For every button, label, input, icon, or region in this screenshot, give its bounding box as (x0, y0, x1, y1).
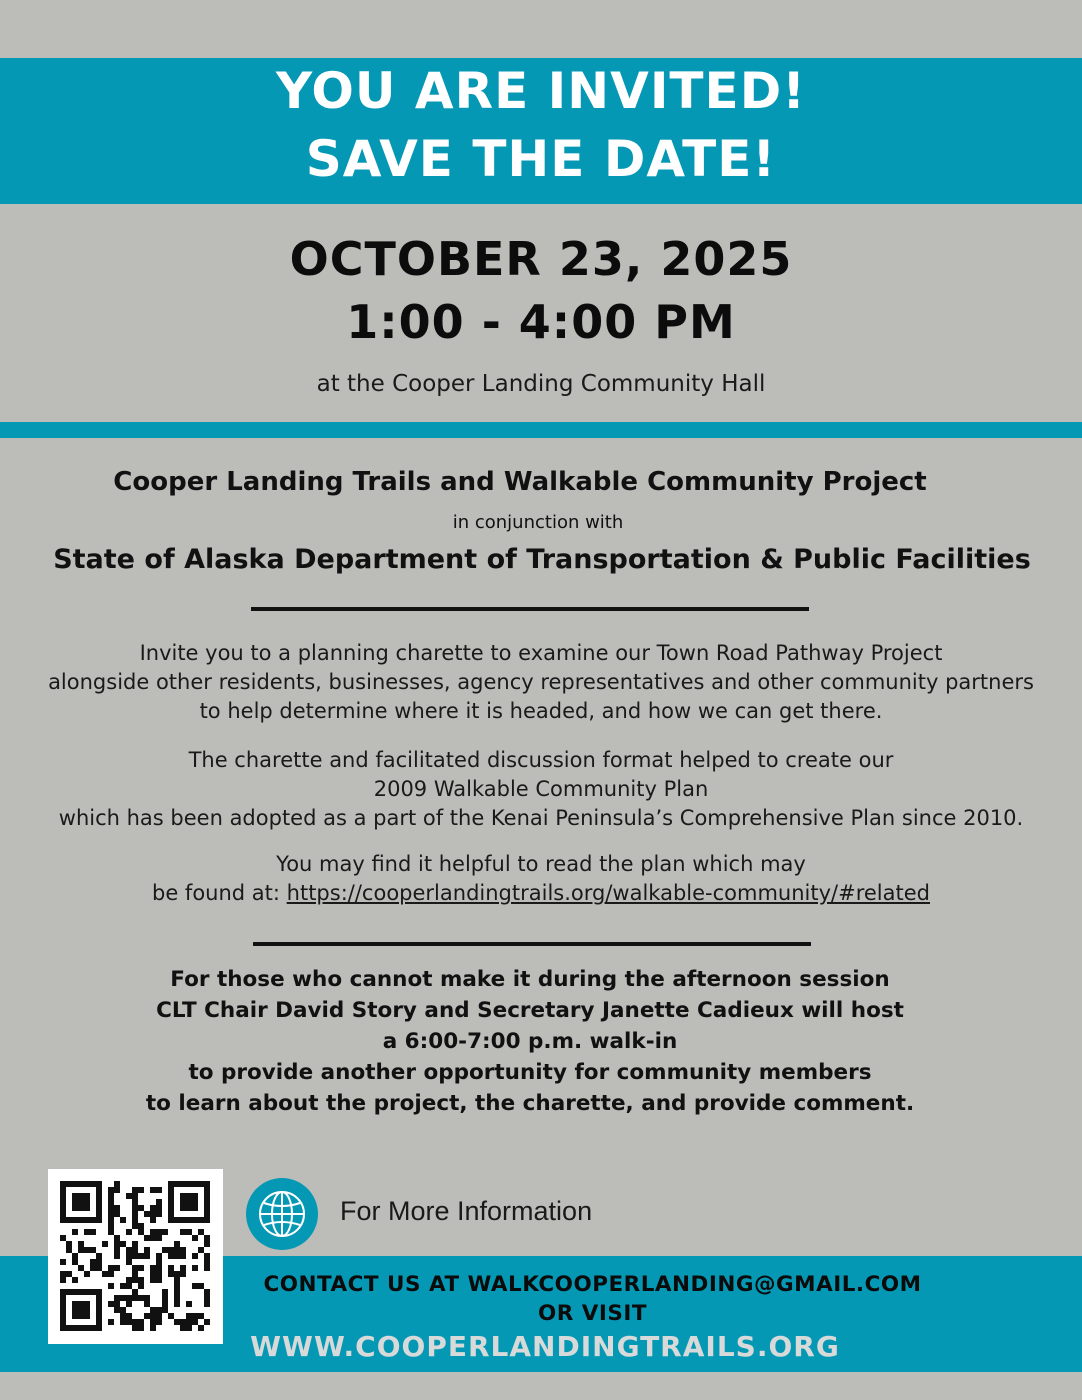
divider-rule (253, 942, 811, 946)
or-visit-text: OR VISIT (537, 1301, 648, 1326)
walkin-line: CLT Chair David Story and Secretary Janette Cadieux will host (156, 998, 904, 1023)
invite-line: to help determine where it is headed, and how we can get there. (199, 699, 883, 723)
history-line: which has been adopted as a part of the Kenai Peninsula’s Comprehensive Plan since 2010. (58, 806, 1024, 830)
organizer-title: Cooper Landing Trails and Walkable Community Project (113, 467, 927, 497)
history-line: The charette and facilitated discussion format helped to create our (188, 748, 894, 772)
divider-rule (251, 607, 809, 611)
invite-line: alongside other residents, businesses, agency representatives and other community partners (48, 670, 1034, 694)
read-link-line (0, 879, 1082, 908)
walkin-line: For those who cannot make it during the afternoon session (170, 967, 890, 992)
history-paragraph (0, 746, 1082, 833)
walkin-paragraph (0, 964, 1060, 1119)
globe-icon[interactable] (246, 1178, 318, 1250)
contact-email-text[interactable]: CONTACT US AT WALKCOOPERLANDING@GMAIL.COM (263, 1272, 922, 1297)
qr-code[interactable] (48, 1169, 223, 1344)
event-date: OCTOBER 23, 2025 (289, 232, 793, 286)
conjunction-text: in conjunction with (452, 512, 624, 533)
event-venue: at the Cooper Landing Community Hall (316, 371, 766, 397)
event-time: 1:00 - 4:00 PM (346, 295, 736, 349)
read-plan-paragraph (0, 850, 1082, 908)
walkin-line: a 6:00-7:00 p.m. walk-in (382, 1029, 678, 1054)
invite-paragraph (0, 639, 1082, 726)
more-info-label: For More Information (340, 1196, 593, 1226)
invite-headline: YOU ARE INVITED! (275, 62, 806, 120)
qr-code-icon (48, 1169, 223, 1344)
save-date-headline: SAVE THE DATE! (305, 130, 777, 188)
read-line: You may find it helpful to read the plan which may (276, 852, 806, 876)
history-line: 2009 Walkable Community Plan (373, 777, 709, 801)
website-link[interactable]: WWW.COOPERLANDINGTRAILS.ORG (250, 1330, 840, 1363)
walkin-line: to provide another opportunity for community members (188, 1060, 872, 1085)
partner-title: State of Alaska Department of Transportation & Public Facilities (53, 544, 1031, 575)
divider-band (0, 422, 1082, 438)
read-prefix: be found at: (152, 881, 287, 905)
plan-link[interactable]: https://cooperlandingtrails.org/walkable-community/#related (286, 881, 930, 905)
walkin-line: to learn about the project, the charette, and provide comment. (145, 1091, 915, 1116)
invite-line: Invite you to a planning charette to examine our Town Road Pathway Project (139, 641, 943, 665)
